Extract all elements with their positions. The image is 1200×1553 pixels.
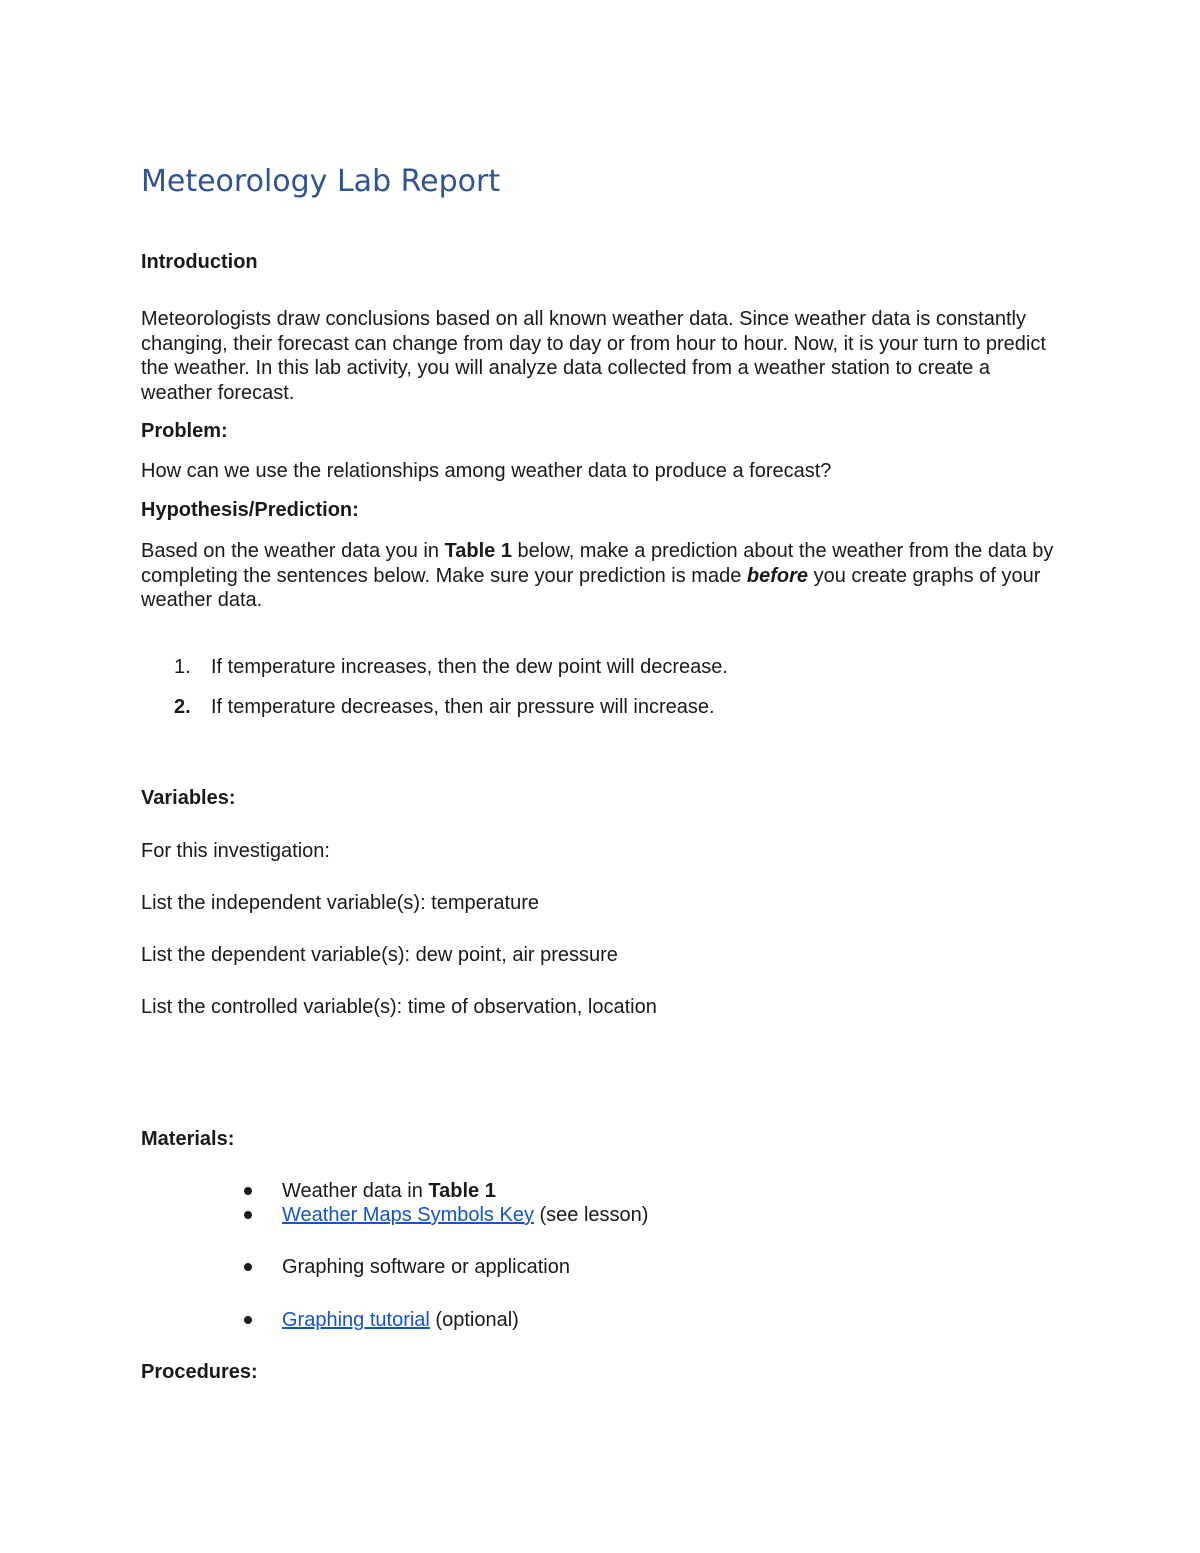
hypothesis-text xyxy=(141,539,1056,613)
hypothesis-text-part1: Based on the weather data you in xyxy=(141,540,445,562)
hypothesis-text-part3: you create graphs of your weather data. xyxy=(141,564,1041,611)
procedures-heading: Procedures: xyxy=(141,1361,258,1383)
dependent-variable: List the dependent variable(s): dew point, air pressure xyxy=(141,944,618,966)
bullet-icon xyxy=(244,1187,252,1195)
independent-variable: List the independent variable(s): temperature xyxy=(141,892,540,914)
bullet-icon xyxy=(244,1263,252,1271)
materials-table-ref: Table 1 xyxy=(428,1180,496,1202)
introduction-text: Meteorologists draw conclusions based on all known weather data. Since weather data is constantly changing, their forecast can change from day to day or from hour to hour. Now, it is your turn to predict the weather. In this lab activity, you will analyze data collected from a weather station to create a weather forecast. xyxy=(141,308,1046,404)
controlled-variable: List the controlled variable(s): time of observation, location xyxy=(141,996,657,1018)
problem-heading: Problem: xyxy=(141,420,228,442)
materials-item-3-text: Graphing software or application xyxy=(282,1256,570,1278)
materials-item-1-text: Weather data in xyxy=(282,1180,429,1202)
bullet-icon xyxy=(244,1316,252,1324)
prediction-text-2: If temperature decreases, then air pressure will increase. xyxy=(211,696,715,718)
document-title: Meteorology Lab Report xyxy=(141,164,501,199)
materials-item-4-suffix: (optional) xyxy=(429,1309,519,1331)
hypothesis-text-part2: below, make a prediction about the weather from the data by completing the sentences below. Make sure your prediction is made xyxy=(141,540,1054,587)
introduction-heading: Introduction xyxy=(141,251,258,273)
prediction-number-1: 1. xyxy=(174,656,191,678)
weather-maps-symbols-key-link[interactable]: Weather Maps Symbols Key xyxy=(282,1204,534,1226)
materials-heading: Materials: xyxy=(141,1128,235,1150)
prediction-number-2: 2. xyxy=(174,696,191,718)
hypothesis-before-emphasis: before xyxy=(746,564,809,587)
graphing-tutorial-link[interactable]: Graphing tutorial xyxy=(282,1309,430,1331)
hypothesis-heading: Hypothesis/Prediction: xyxy=(141,499,359,521)
variables-intro: For this investigation: xyxy=(141,840,330,862)
bullet-icon xyxy=(244,1211,252,1219)
prediction-text-1: If temperature increases, then the dew point will decrease. xyxy=(211,656,728,678)
hypothesis-table-ref: Table 1 xyxy=(444,540,512,562)
problem-text: How can we use the relationships among weather data to produce a forecast? xyxy=(141,460,832,482)
materials-item-2-suffix: (see lesson) xyxy=(533,1204,649,1226)
variables-heading: Variables: xyxy=(141,787,236,809)
